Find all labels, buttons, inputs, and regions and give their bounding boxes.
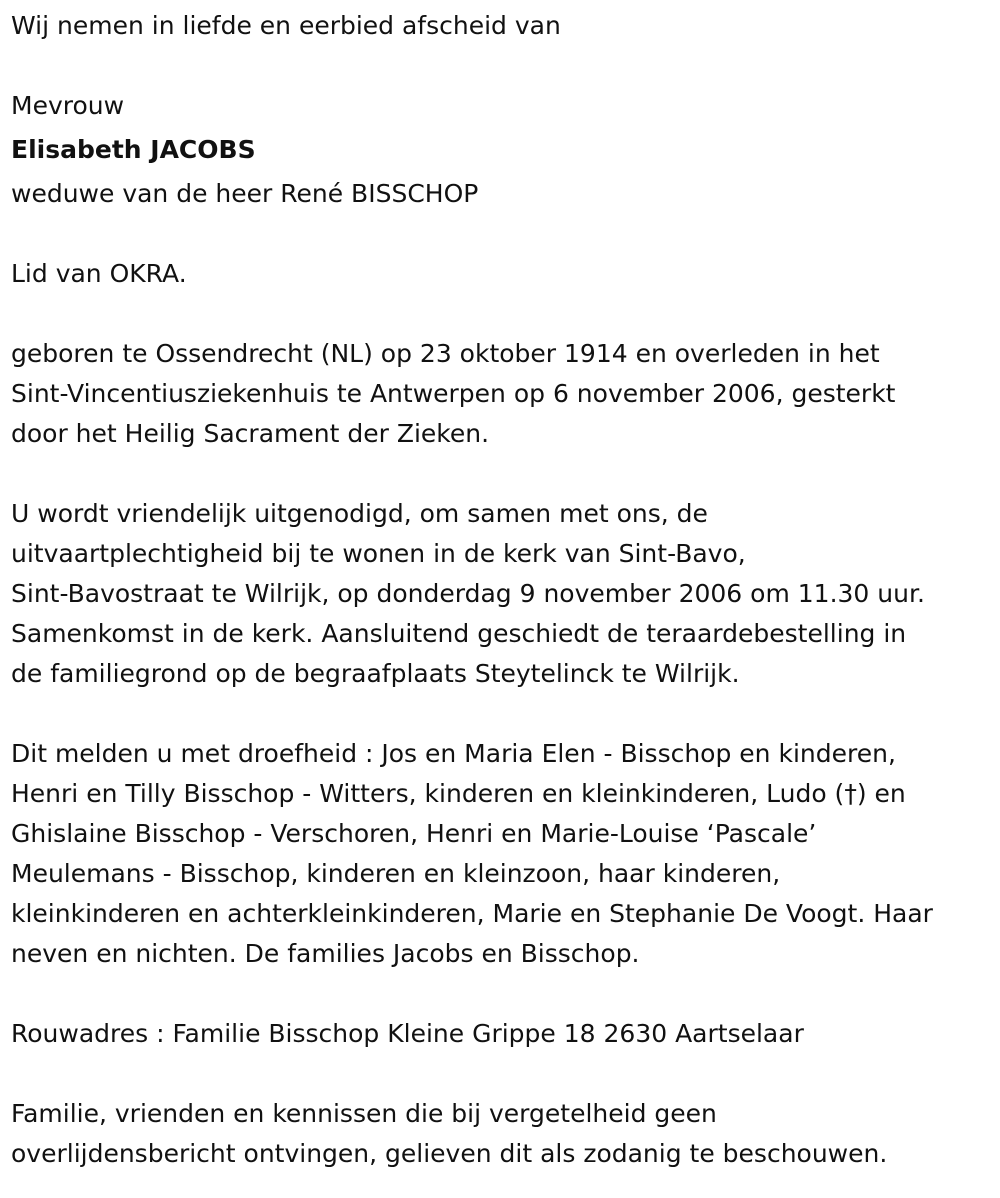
paragraph-line: neven en nichten. De families Jacobs en Bisschop.	[11, 939, 640, 968]
paragraph-line: overlijdensbericht ontvingen, gelieven dit als zodanig te beschouwen.	[11, 1139, 888, 1168]
salutation: Mevrouw	[11, 91, 125, 120]
paragraph-line: Sint-Vincentiusziekenhuis te Antwerpen op 6 november 2006, gesterkt	[11, 379, 896, 408]
spacer	[11, 46, 996, 86]
intro-line: Wij nemen in liefde en eerbied afscheid van	[11, 11, 561, 40]
membership-line: Lid van OKRA.	[11, 259, 187, 288]
address-line: Rouwadres : Familie Bisschop Kleine Grippe 18 2630 Aartselaar	[11, 1019, 804, 1048]
paragraph-line: U wordt vriendelijk uitgenodigd, om samen met ons, de	[11, 499, 708, 528]
spacer	[11, 294, 996, 334]
widow-of-line: weduwe van de heer René BISSCHOP	[11, 179, 479, 208]
death-notice	[11, 0, 996, 1174]
spacer	[11, 214, 996, 254]
family-paragraph	[11, 734, 996, 974]
paragraph-line: geboren te Ossendrecht (NL) op 23 oktober 1914 en overleden in het	[11, 339, 880, 368]
paragraph-line: Henri en Tilly Bisschop - Witters, kinderen en kleinkinderen, Ludo (†) en	[11, 779, 906, 808]
paragraph-line: kleinkinderen en achterkleinkinderen, Marie en Stephanie De Voogt. Haar	[11, 899, 933, 928]
paragraph-line: Sint-Bavostraat te Wilrijk, op donderdag 9 november 2006 om 11.30 uur.	[11, 579, 925, 608]
paragraph-line: door het Heilig Sacrament der Zieken.	[11, 419, 490, 448]
invitation-paragraph	[11, 494, 996, 694]
birth-death-paragraph	[11, 334, 996, 454]
spacer	[11, 694, 996, 734]
closing-paragraph	[11, 1094, 996, 1174]
paragraph-line: Meulemans - Bisschop, kinderen en kleinzoon, haar kinderen,	[11, 859, 781, 888]
paragraph-line: Familie, vrienden en kennissen die bij vergetelheid geen	[11, 1099, 717, 1128]
spacer	[11, 1054, 996, 1094]
spacer	[11, 974, 996, 1014]
paragraph-line: Ghislaine Bisschop - Verschoren, Henri en Marie-Louise ‘Pascale’	[11, 819, 817, 848]
deceased-name: Elisabeth JACOBS	[11, 135, 256, 164]
spacer	[11, 454, 996, 494]
paragraph-line: Samenkomst in de kerk. Aansluitend geschiedt de teraardebestelling in	[11, 619, 907, 648]
paragraph-line: de familiegrond op de begraafplaats Steytelinck te Wilrijk.	[11, 659, 740, 688]
paragraph-line: Dit melden u met droefheid : Jos en Maria Elen - Bisschop en kinderen,	[11, 739, 896, 768]
paragraph-line: uitvaartplechtigheid bij te wonen in de kerk van Sint-Bavo,	[11, 539, 746, 568]
